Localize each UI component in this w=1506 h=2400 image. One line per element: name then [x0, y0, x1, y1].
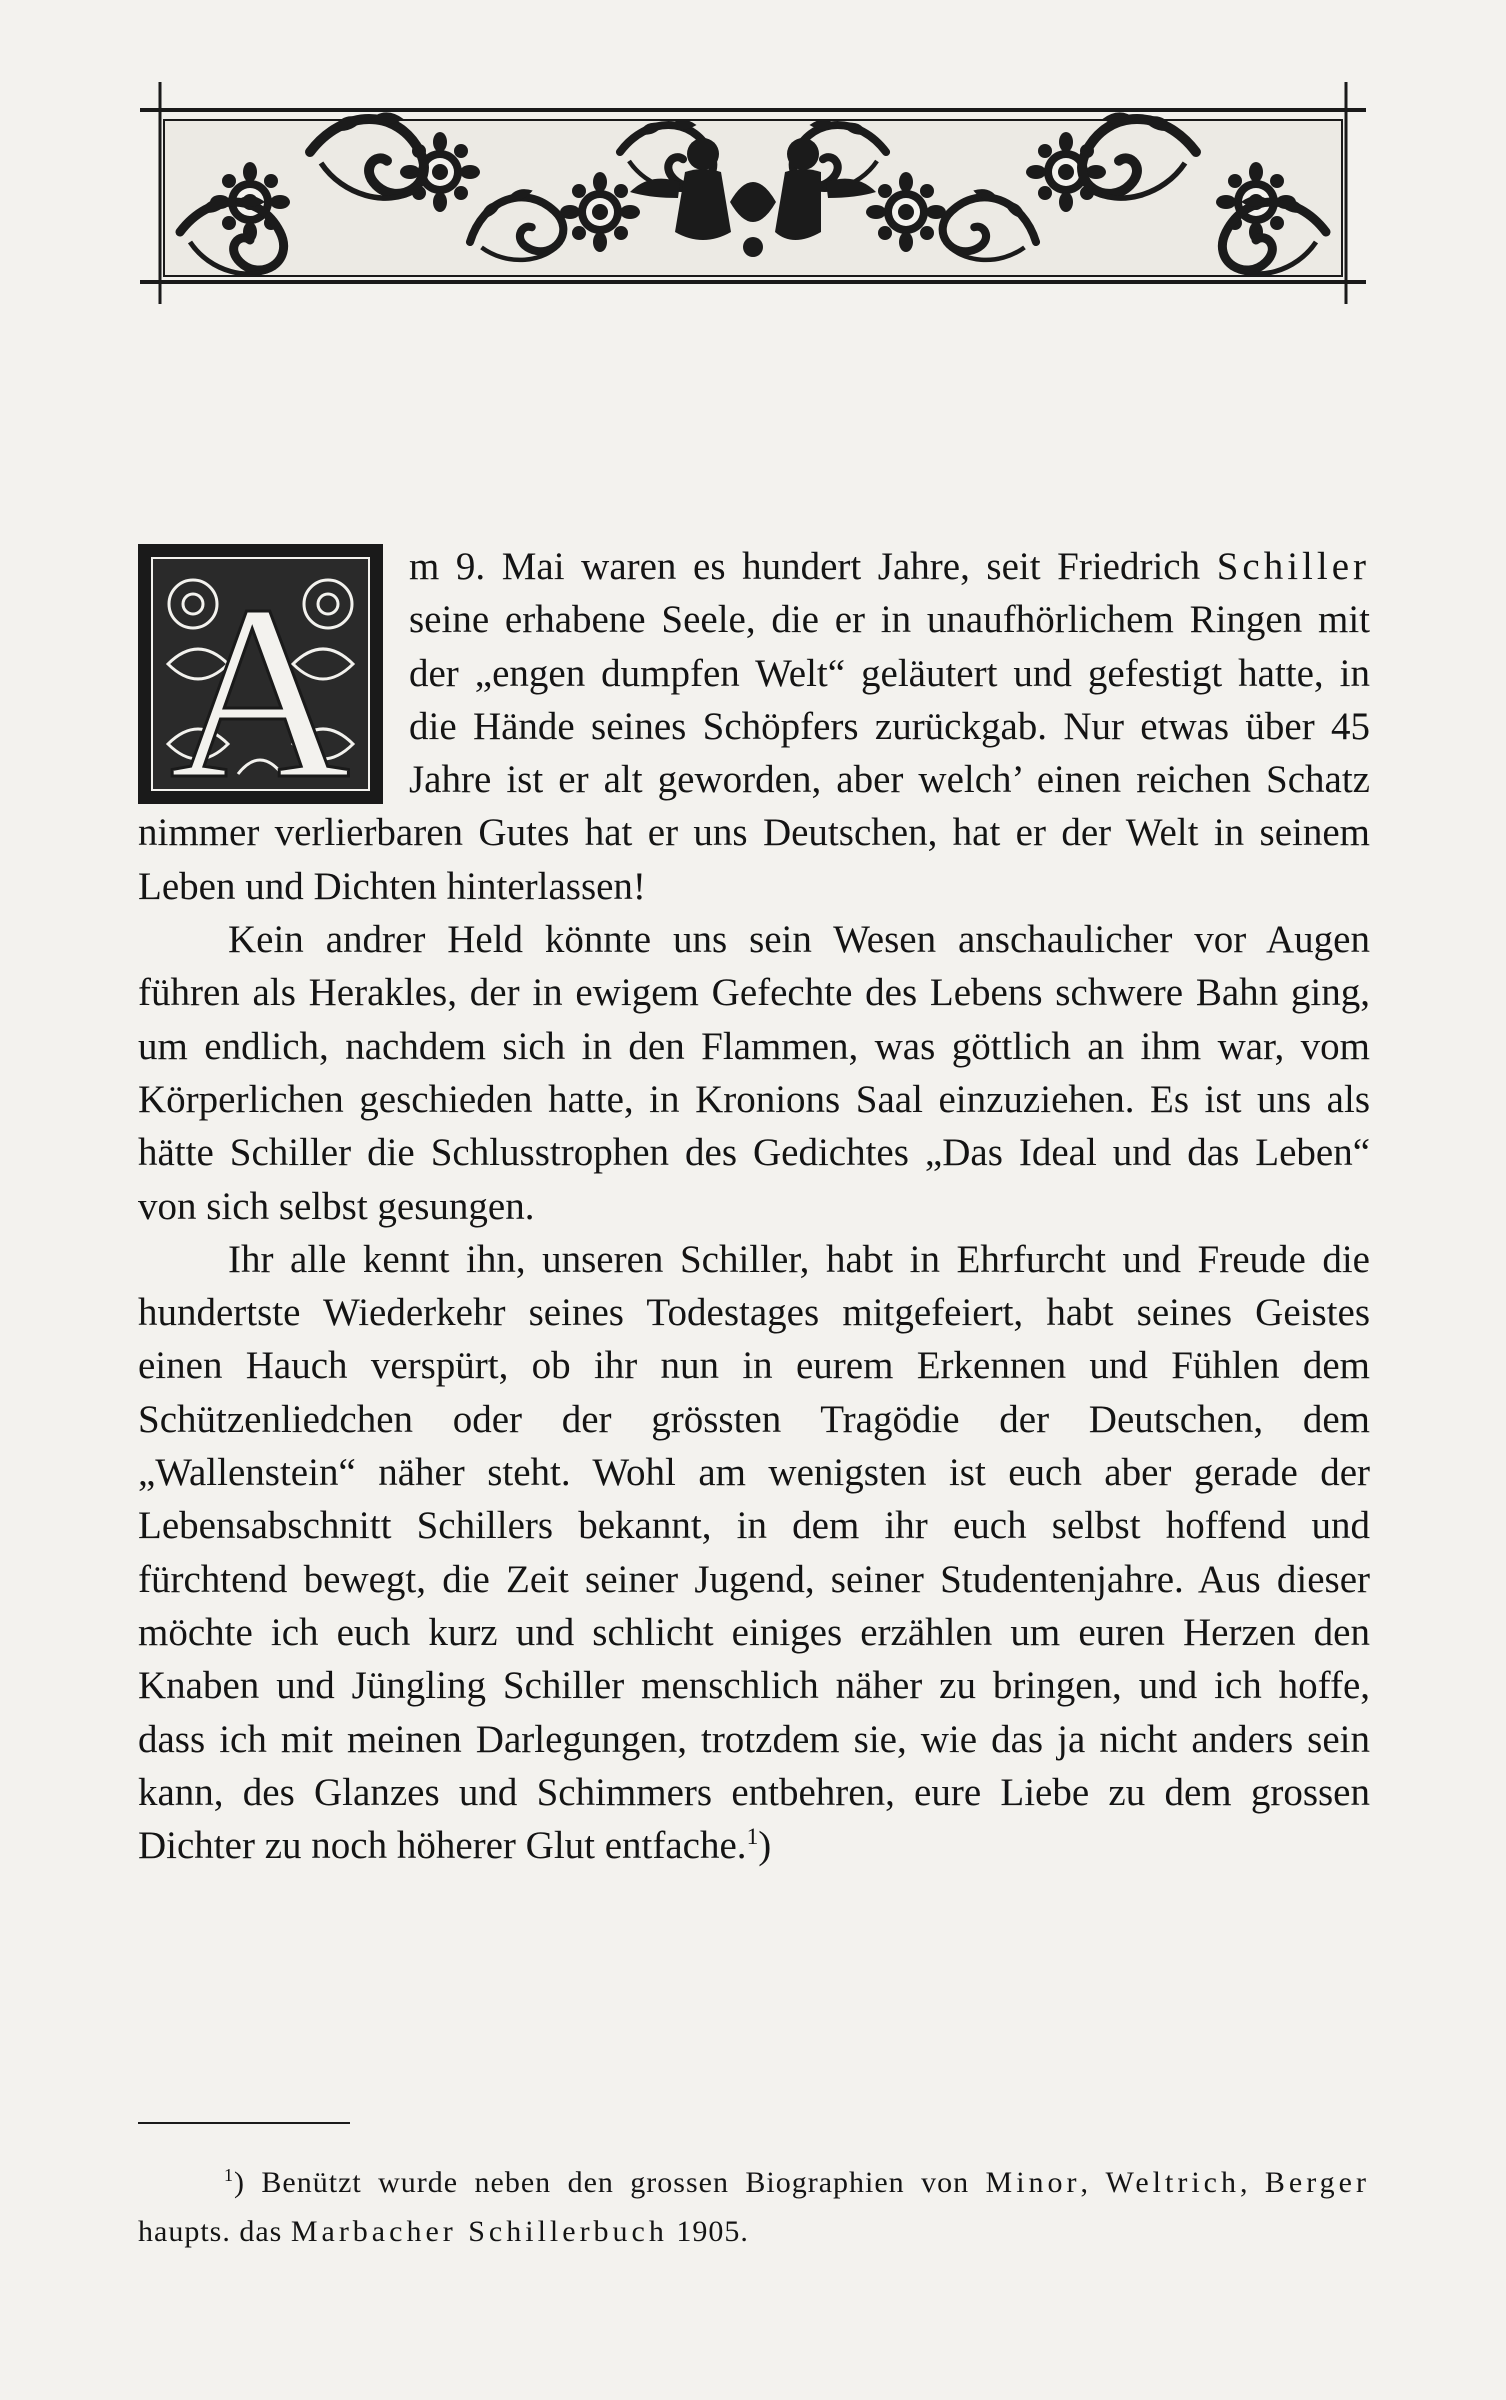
floral-ornament-icon	[140, 82, 1366, 304]
footnote-reference[interactable]: 1	[746, 1824, 759, 1851]
paragraph-2: Kein andrer Held könnte uns sein Wesen anschaulicher vor Augen führen als Herakles, der in ewigem Gefechte des Lebens schwere Bahn ging, um endlich, nachdem sich in den Flammen, was göttlich an ihm war, vom Körperlichen geschieden hatte, in Kronions Saal einzuziehen. Es ist uns als hätte Schiller die Schlusstrophen des Gedichtes „Das Ideal und das Leben“ von sich selbst gesungen.	[138, 918, 1370, 1228]
footnote-text-b: haupts. das	[138, 2215, 291, 2248]
body-text	[138, 540, 1370, 1872]
footnote-text-a: ) Benützt wurde neben den grossen Biographien von	[234, 2166, 986, 2199]
footnote-sep-2: ,	[1239, 2166, 1265, 2199]
paragraph-1-opening: m 9. Mai waren es hundert Jahre, seit Friedrich	[409, 545, 1217, 588]
footnote-marker: 1	[224, 2165, 234, 2185]
footnote-divider	[138, 2122, 350, 2124]
footnote-name-weltrich: Weltrich	[1105, 2166, 1240, 2199]
paragraph-1-text: seine erhabene Seele, die er in unaufhörlichem Ringen mit der „engen dumpfen Welt“ geläutert und gefestigt hatte, in die Hände seines Schöpfers zurückgab. Nur etwas über 45 Jahre ist er alt geworden, aber welch’ einen reichen Schatz nimmer verlierbaren Gutes hat er uns Deutschen, hat er der Welt in seinem Leben und Dichten hinterlassen!	[138, 598, 1370, 908]
paragraph-3	[138, 1233, 1370, 1873]
dropcap-ornament-icon	[138, 544, 383, 804]
name-schiller: Schiller	[1216, 545, 1370, 588]
footnote-book-title: Marbacher Schillerbuch	[290, 2215, 668, 2248]
paragraph-3-text: Ihr alle kennt ihn, unseren Schiller, habt in Ehrfurcht und Freude die hundertste Wiederkehr seines Todestages mitgefeiert, habt seines Geistes einen Hauch verspürt, ob ihr nun in eurem Erkennen und Fühlen dem Schützenliedchen oder der grössten Tragödie der Deutschen, dem „Wallenstein“ näher steht. Wohl am wenigsten ist euch aber gerade der Lebensabschnitt Schillers bekannt, in dem ihr euch selbst hoffend und fürchtend bewegt, die Zeit seiner Jugend, seiner Studentenjahre. Aus dieser möchte ich euch kurz und schlicht einiges erzählen um euren Herzen den Knaben und Jüngling Schiller menschlich näher zu bringen, und ich hoffe, dass ich mit meinen Darlegungen, trotzdem sie, wie das ja nicht anders sein kann, des Glanzes und Schimmers entbehren, eure Liebe zu dem grossen Dichter zu noch höherer Glut entfache.	[138, 1237, 1370, 1868]
ornamental-header-banner	[140, 82, 1366, 304]
footnote-text-c: 1905.	[667, 2215, 749, 2248]
footnote	[138, 2158, 1370, 2256]
footnote-reference-paren: )	[758, 1824, 772, 1868]
footnote-sep-1: ,	[1080, 2166, 1106, 2199]
dropcap-a	[138, 544, 383, 804]
dropcap-letter: A	[169, 554, 351, 804]
footnote-name-minor: Minor	[985, 2166, 1081, 2199]
footnote-name-berger: Berger	[1264, 2166, 1370, 2199]
